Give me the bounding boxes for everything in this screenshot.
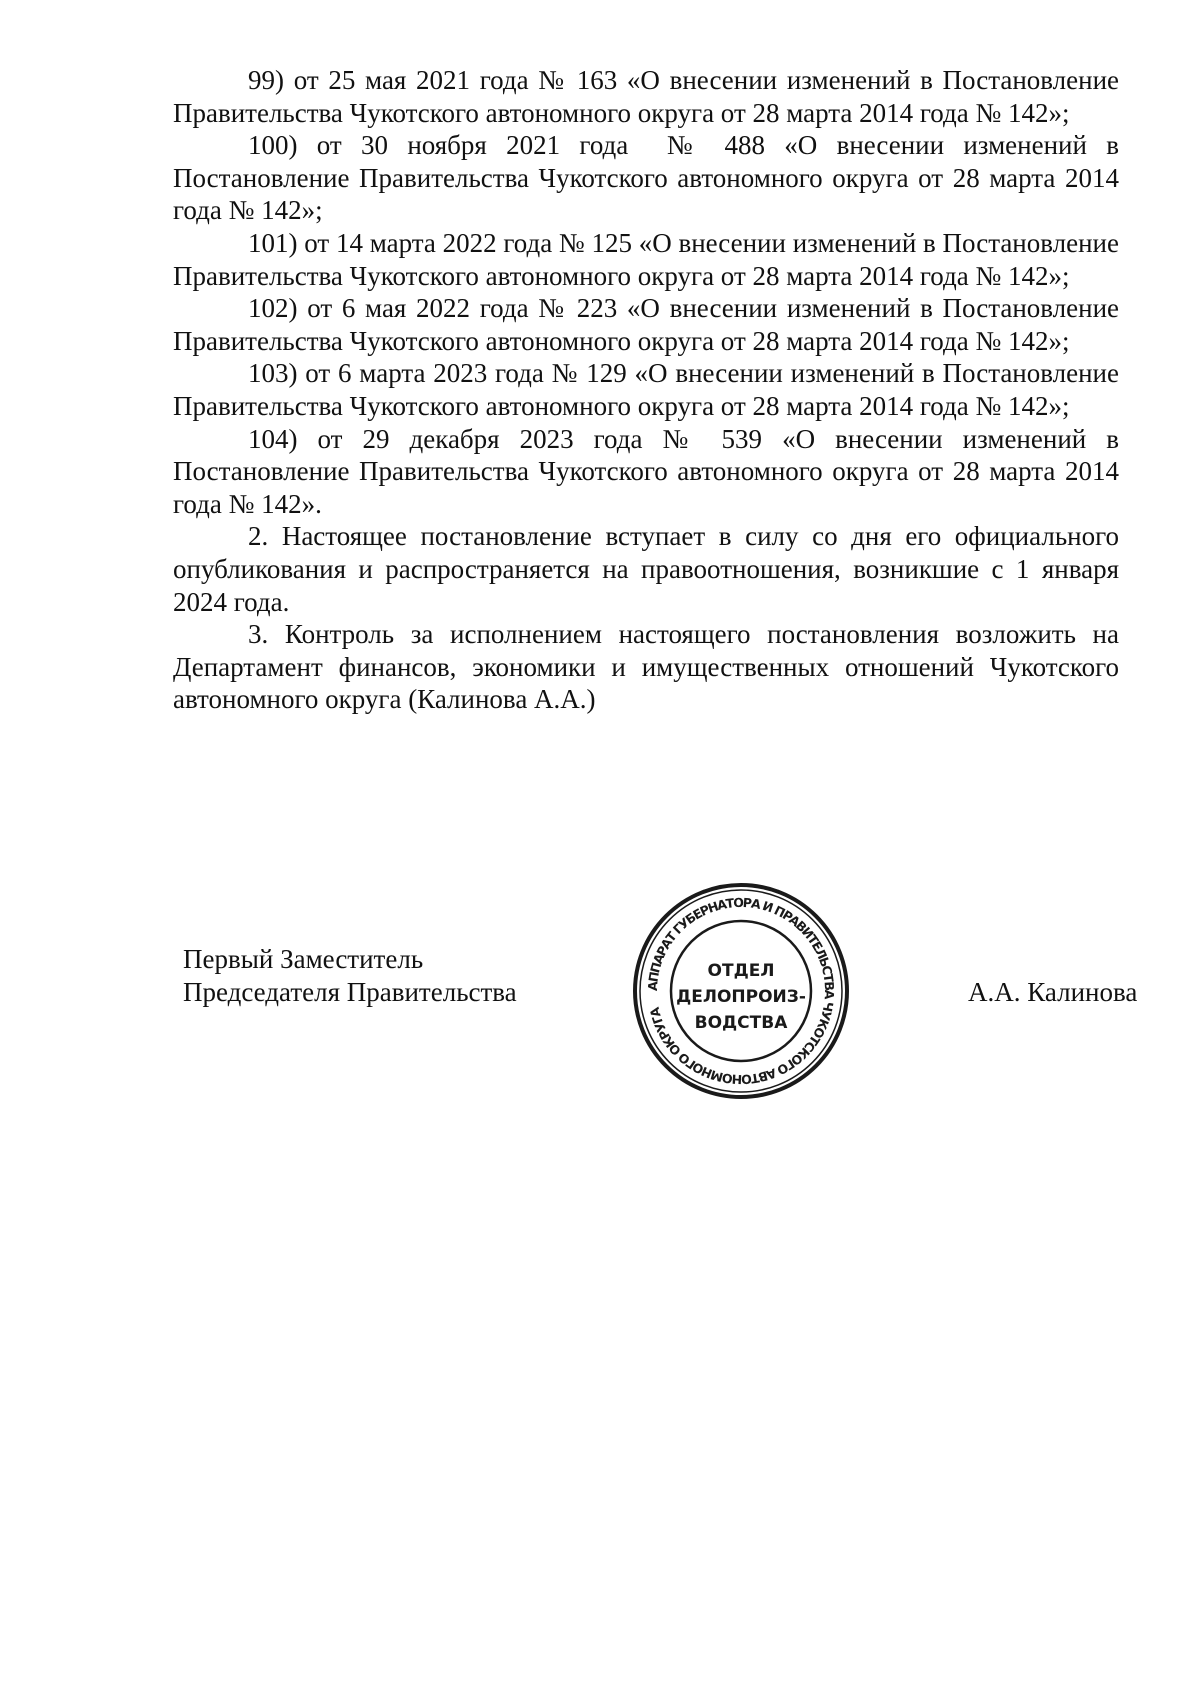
stamp-ring-text: АППАРАТ ГУБЕРНАТОРА И ПРАВИТЕЛЬСТВА ЧУКОТСКОГО АВТОНОМНОГО ОКРУГА <box>644 894 838 1088</box>
amendment-item-104: 104) от 29 декабря 2023 года № 539 «О внесении изменений в Постановление Правительства Чукотского автономного округа от 28 марта 2014 года № 142». <box>173 423 1126 519</box>
amendment-item-101: 101) от 14 марта 2022 года № 125 «О внесении изменений в Постановление Правительства Чукотского автономного округа от 28 марта 2014 года № 142»; <box>173 227 1126 291</box>
amendment-item-99: 99) от 25 мая 2021 года № 163 «О внесении изменений в Постановление Правительства Чукотского автономного округа от 28 марта 2014 года № 142»; <box>173 65 1126 128</box>
clause-3-control: 3. Контроль за исполнением настоящего постановления возложить на Департамент финансов, экономики и имущественных отношений Чукотского автономного округа (Калинова А.А.) <box>173 619 1126 715</box>
stamp-center-line2: ДЕЛОПРОИЗ- <box>676 987 806 1007</box>
stamp-center-line3: ВОДСТВА <box>694 1013 788 1033</box>
signatory-position <box>183 943 517 1009</box>
amendment-item-102: 102) от 6 мая 2022 года № 223 «О внесении изменений в Постановление Правительства Чукотского автономного округа от 28 марта 2014 года № 142»; <box>173 293 1126 356</box>
amendment-item-103: 103) от 6 марта 2023 года № 129 «О внесении изменений в Постановление Правительства Чукотского автономного округа от 28 марта 2014 года № 142»; <box>173 358 1126 421</box>
stamp-center-line1: ОТДЕЛ <box>707 961 775 981</box>
document-body <box>173 64 1126 716</box>
official-stamp <box>630 880 852 1102</box>
signatory-name: А.А. Калинова <box>968 977 1138 1007</box>
amendment-item-100: 100) от 30 ноября 2021 года № 488 «О внесении изменений в Постановление Правительства Чукотского автономного округа от 28 марта 2014 года № 142»; <box>173 130 1126 226</box>
signatory-position-line2: Председателя Правительства <box>183 977 517 1007</box>
signatory-position-line1: Первый Заместитель <box>183 944 424 974</box>
clause-2-effective-date: 2. Настоящее постановление вступает в силу со дня его официального опубликования и распространяется на правоотношения, возникшие с 1 января 2024 года. <box>173 521 1126 617</box>
